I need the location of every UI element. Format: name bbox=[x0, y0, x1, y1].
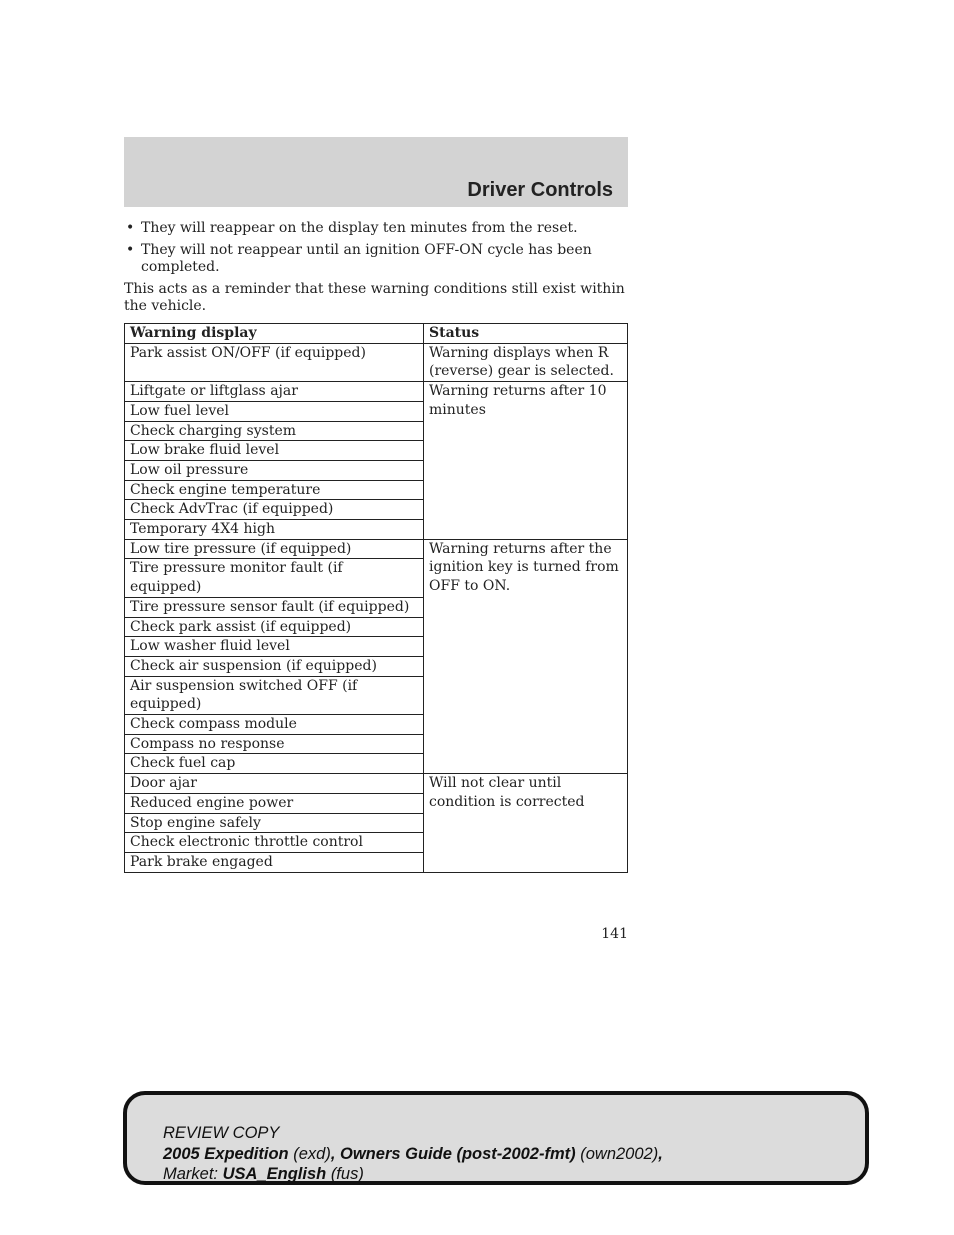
footer-market-line bbox=[163, 1164, 663, 1184]
warning-table bbox=[124, 323, 628, 873]
table-row bbox=[125, 382, 628, 402]
review-copy-footer bbox=[123, 1091, 869, 1185]
footer-market: USA_English bbox=[222, 1165, 327, 1183]
warning-display-cell: Liftgate or liftglass ajar bbox=[125, 382, 424, 402]
bullet-icon: • bbox=[126, 220, 135, 236]
warning-display-cell: Temporary 4X4 high bbox=[125, 520, 424, 540]
section-title: Driver Controls bbox=[467, 179, 613, 201]
warning-display-cell: Low oil pressure bbox=[125, 460, 424, 480]
status-cell: Will not clear until condition is corrected bbox=[424, 774, 628, 873]
warning-display-cell: Check electronic throttle control bbox=[125, 833, 424, 853]
warning-display-cell: Door ajar bbox=[125, 774, 424, 794]
footer-market-code: (fus) bbox=[330, 1165, 364, 1183]
warning-display-cell: Air suspension switched OFF (if equipped) bbox=[125, 676, 424, 714]
warning-display-cell: Low washer fluid level bbox=[125, 637, 424, 657]
warning-display-cell: Check air suspension (if equipped) bbox=[125, 656, 424, 676]
bullet-text: They will not reappear until an ignition OFF-ON cycle has been completed. bbox=[141, 242, 592, 275]
table-row bbox=[125, 343, 628, 381]
warning-display-cell: Check park assist (if equipped) bbox=[125, 617, 424, 637]
status-cell: Warning returns after the ignition key is turned from OFF to ON. bbox=[424, 539, 628, 773]
bullet-list bbox=[124, 220, 628, 276]
body-text bbox=[124, 220, 628, 315]
section-header-band bbox=[124, 137, 628, 207]
footer-guide-code: (own2002) bbox=[580, 1145, 659, 1163]
status-cell: Warning returns after 10 minutes bbox=[424, 382, 628, 540]
table-row bbox=[125, 774, 628, 794]
warning-display-cell: Compass no response bbox=[125, 734, 424, 754]
footer-model-code: (exd) bbox=[293, 1145, 331, 1163]
bullet-icon: • bbox=[126, 242, 135, 258]
warning-display-cell: Park brake engaged bbox=[125, 852, 424, 872]
warning-display-cell: Low tire pressure (if equipped) bbox=[125, 539, 424, 559]
footer-market-label: Market: bbox=[163, 1165, 219, 1183]
footer-publication-line bbox=[163, 1144, 663, 1164]
warning-display-cell: Low brake fluid level bbox=[125, 441, 424, 461]
footer-separator: , bbox=[330, 1145, 336, 1163]
footer-separator: , bbox=[658, 1145, 663, 1163]
page-number: 141 bbox=[601, 926, 628, 942]
warning-table-body bbox=[125, 343, 628, 872]
bullet-text: They will reappear on the display ten minutes from the reset. bbox=[141, 220, 578, 236]
table-row bbox=[125, 539, 628, 559]
header-warning-display: Warning display bbox=[125, 324, 424, 344]
warning-display-cell: Low fuel level bbox=[125, 401, 424, 421]
footer-model: 2005 Expedition bbox=[163, 1145, 289, 1163]
warning-display-cell: Stop engine safely bbox=[125, 813, 424, 833]
footer-guide: Owners Guide (post-2002-fmt) bbox=[340, 1145, 576, 1163]
warning-display-cell: Check charging system bbox=[125, 421, 424, 441]
reminder-paragraph: This acts as a reminder that these warning conditions still exist within the vehicle. bbox=[124, 281, 625, 314]
warning-display-cell: Check AdvTrac (if equipped) bbox=[125, 500, 424, 520]
warning-display-cell: Check engine temperature bbox=[125, 480, 424, 500]
review-copy-label: REVIEW COPY bbox=[163, 1124, 280, 1142]
warning-display-cell: Reduced engine power bbox=[125, 793, 424, 813]
table-header-row bbox=[125, 324, 628, 344]
bullet-item bbox=[124, 220, 628, 237]
header-status: Status bbox=[424, 324, 628, 344]
warning-display-cell: Tire pressure monitor fault (if equipped) bbox=[125, 559, 424, 597]
bullet-item bbox=[124, 242, 628, 276]
warning-display-cell: Check compass module bbox=[125, 715, 424, 735]
warning-display-cell: Park assist ON/OFF (if equipped) bbox=[125, 343, 424, 381]
warning-display-cell: Check fuel cap bbox=[125, 754, 424, 774]
status-cell: Warning displays when R (reverse) gear is selected. bbox=[424, 343, 628, 381]
warning-display-cell: Tire pressure sensor fault (if equipped) bbox=[125, 597, 424, 617]
